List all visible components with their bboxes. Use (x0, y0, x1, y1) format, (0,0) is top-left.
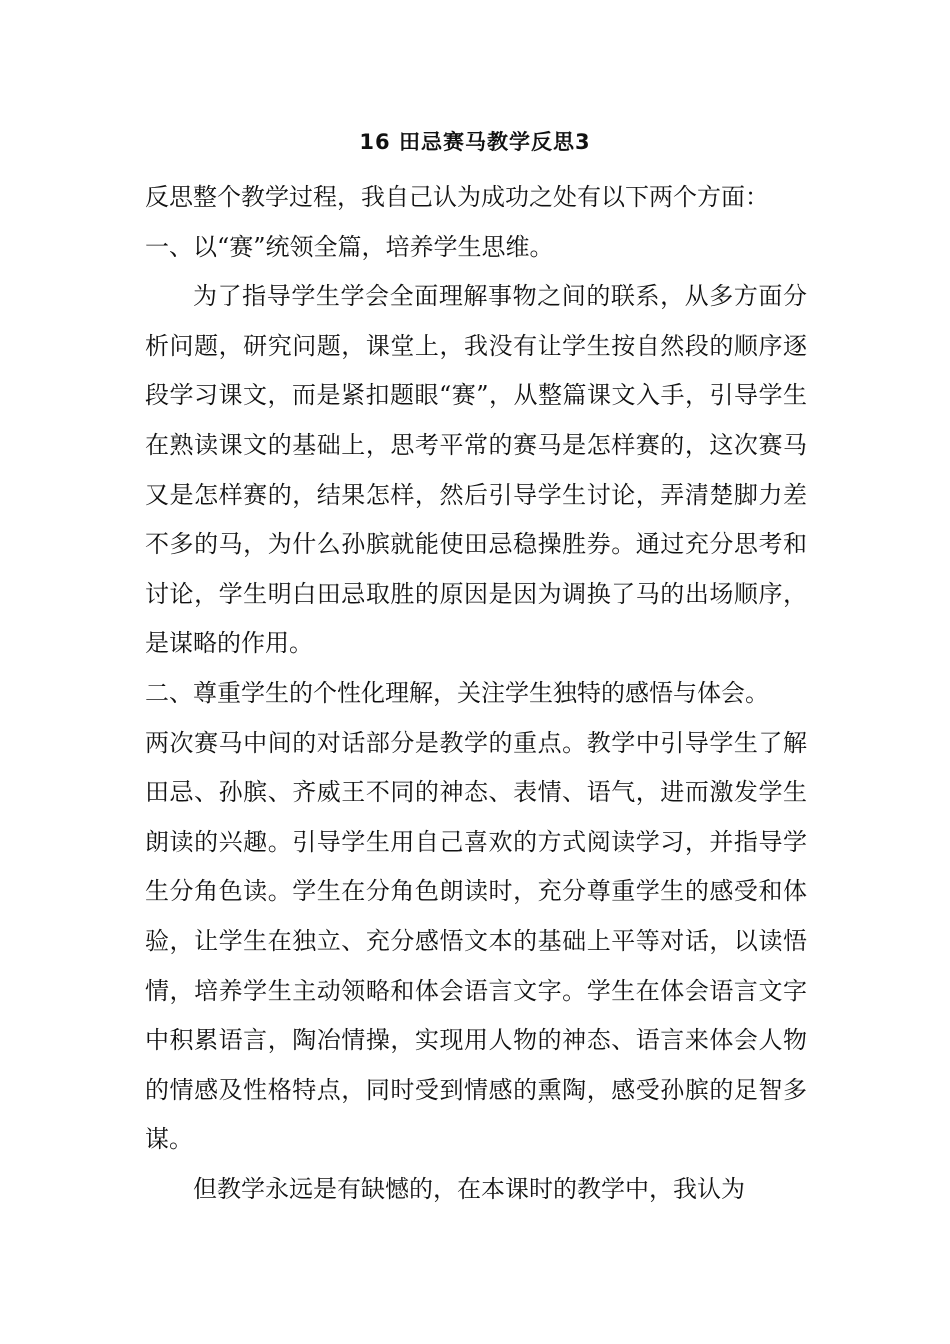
paragraph-shortcomings: 但教学永远是有缺憾的，在本课时的教学中，我认为 (193, 1174, 745, 1203)
heading-point-one: 一、以“赛”统领全篇，培养学生思维。 (145, 232, 554, 261)
heading-point-two: 二、尊重学生的个性化理解，关注学生独特的感悟与体会。 (145, 678, 769, 707)
paragraph-intro: 反思整个教学过程，我自己认为成功之处有以下两个方面： (145, 183, 769, 211)
document-title: 16 田忌赛马教学反思3 (359, 130, 591, 154)
paragraph-point-one: 为了指导学生学会全面理解事物之间的联系，从多方面分析问题，研究问题，课堂上，我没有让学生按自然段的顺序逐段学习课文，而是紧扣题眼“赛”，从整篇课文入手，引导学生在熟读课文的基础上，思考平常的赛马是怎样赛的，这次赛马又是怎样赛的，结果怎样，然后引导学生讨论，弄清楚脚力差不多的马，为什么孙膑就能使田忌稳操胜券。通过充分思考和讨论，学生明白田忌取胜的原因是因为调换了马的出场顺序，是谋略的作用。 (145, 282, 807, 658)
paragraph-point-two: 两次赛马中间的对话部分是教学的重点。教学中引导学生了解田忌、孙膑、齐威王不同的神态、表情、语气，进而激发学生朗读的兴趣。引导学生用自己喜欢的方式阅读学习，并指导学生分角色读。学生在分角色朗读时，充分尊重学生的感受和体验，让学生在独立、充分感悟文本的基础上平等对话，以读悟情，培养学生主动领略和体会语言文字。学生在体会语言文字中积累语言，陶冶情操，实现用人物的神态、语言来体会人物的情感及性格特点，同时受到情感的熏陶，感受孙膑的足智多谋。 (145, 728, 807, 1154)
document-body (145, 173, 807, 1214)
